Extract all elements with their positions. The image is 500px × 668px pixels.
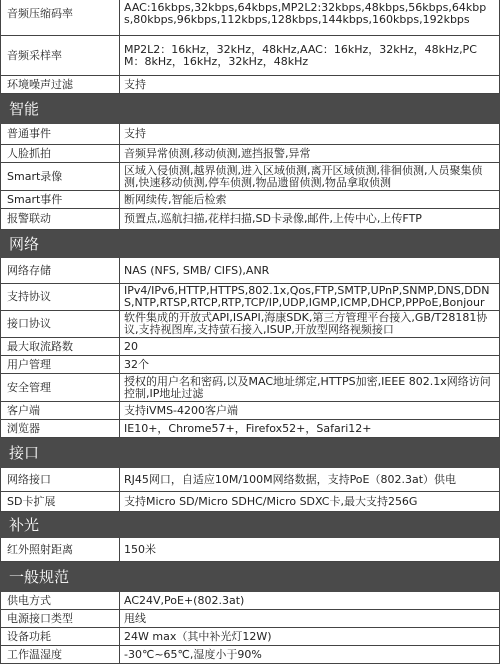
spec-label: 用户管理 <box>1 356 120 374</box>
spec-value: 区域入侵侦测,越界侦测,进入区域侦测,离开区域侦测,徘徊侦测,人员聚集侦测,快速移动侦测,停车侦测,物品遗留侦测,物品拿取侦测 <box>120 163 500 191</box>
spec-label: 环境噪声过滤 <box>1 76 120 94</box>
spec-row <box>1 209 500 230</box>
spec-value: NAS (NFS, SMB/ CIFS),ANR <box>120 258 500 284</box>
spec-label: Smart事件 <box>1 191 120 209</box>
spec-label: 网络存储 <box>1 258 120 284</box>
spec-row <box>1 402 500 420</box>
spec-row <box>1 163 500 191</box>
spec-row <box>1 492 500 512</box>
spec-value: 支持 <box>120 124 500 145</box>
spec-label: 普通事件 <box>1 124 120 145</box>
section-title: 一般规范 <box>1 562 500 592</box>
spec-label: 接口协议 <box>1 311 120 338</box>
section-header <box>1 562 500 592</box>
spec-label: 支持协议 <box>1 284 120 311</box>
spec-label: 音频采样率 <box>1 36 120 76</box>
spec-value: 音频异常侦测,移动侦测,遮挡报警,异常 <box>120 145 500 163</box>
spec-row <box>1 0 500 36</box>
spec-value: 甩线 <box>120 610 500 628</box>
spec-value: 软件集成的开放式API,ISAPI,海康SDK,第三方管理平台接入,GB/T28181协议,支持视图库,支持萤石接入,ISUP,开放型网络视频接口 <box>120 311 500 338</box>
spec-value: 支持iVMS-4200客户端 <box>120 402 500 420</box>
spec-row <box>1 538 500 562</box>
spec-row <box>1 76 500 94</box>
spec-row <box>1 646 500 664</box>
section-header <box>1 94 500 124</box>
spec-value: 24W max（其中补光灯12W) <box>120 628 500 646</box>
spec-value: IPv4/IPv6,HTTP,HTTPS,802.1x,Qos,FTP,SMTP,UPnP,SNMP,DNS,DDNS,NTP,RTSP,RTCP,RTP,TCP/IP,UDP,IGMP,ICMP,DHCP,PPPoE,Bonjour <box>120 284 500 311</box>
spec-value: 20 <box>120 338 500 356</box>
spec-value: 支持 <box>120 76 500 94</box>
spec-label: 报警联动 <box>1 209 120 230</box>
section-header <box>1 230 500 258</box>
spec-label: 最大取流路数 <box>1 338 120 356</box>
spec-label: 音频压缩码率 <box>1 0 120 36</box>
spec-value: 32个 <box>120 356 500 374</box>
spec-row <box>1 592 500 610</box>
section-title: 补光 <box>1 512 500 538</box>
spec-value: 150米 <box>120 538 500 562</box>
spec-row <box>1 628 500 646</box>
spec-value: 支持Micro SD/Micro SDHC/Micro SDXC卡,最大支持256G <box>120 492 500 512</box>
spec-row <box>1 284 500 311</box>
section-header <box>1 438 500 468</box>
spec-row <box>1 468 500 492</box>
spec-row <box>1 338 500 356</box>
spec-row <box>1 610 500 628</box>
spec-row <box>1 356 500 374</box>
spec-label: 人脸抓拍 <box>1 145 120 163</box>
spec-row <box>1 374 500 402</box>
spec-label: 红外照射距离 <box>1 538 120 562</box>
spec-value: 预置点,巡航扫描,花样扫描,SD卡录像,邮件,上传中心,上传FTP <box>120 209 500 230</box>
spec-value: 断网续传,智能后检索 <box>120 191 500 209</box>
spec-label: 供电方式 <box>1 592 120 610</box>
spec-row <box>1 258 500 284</box>
section-title: 网络 <box>1 230 500 258</box>
spec-row <box>1 420 500 438</box>
spec-label: 网络接口 <box>1 468 120 492</box>
spec-value: -30℃~65℃,湿度小于90% <box>120 646 500 664</box>
spec-row <box>1 124 500 145</box>
spec-label: 客户端 <box>1 402 120 420</box>
spec-value: AC24V,PoE+(802.3at) <box>120 592 500 610</box>
spec-row <box>1 145 500 163</box>
spec-label: 电源接口类型 <box>1 610 120 628</box>
spec-value: MP2L2：16kHz，32kHz，48kHz,AAC：16kHz，32kHz，48kHz,PCM：8kHz，16kHz，32kHz，48kHz <box>120 36 500 76</box>
section-header <box>1 512 500 538</box>
spec-label: 安全管理 <box>1 374 120 402</box>
spec-value: 授权的用户名和密码,以及MAC地址绑定,HTTPS加密,IEEE 802.1x网络访问控制,IP地址过滤 <box>120 374 500 402</box>
spec-row <box>1 311 500 338</box>
spec-label: Smart录像 <box>1 163 120 191</box>
spec-value: IE10+，Chrome57+，Firefox52+，Safari12+ <box>120 420 500 438</box>
spec-row <box>1 191 500 209</box>
spec-value: RJ45网口，自适应10M/100M网络数据，支持PoE（802.3at）供电 <box>120 468 500 492</box>
spec-label: SD卡扩展 <box>1 492 120 512</box>
spec-label: 浏览器 <box>1 420 120 438</box>
spec-table-body <box>1 0 500 664</box>
spec-value: AAC:16kbps,32kbps,64kbps,MP2L2:32kbps,48kbps,56kbps,64kbps,80kbps,96kbps,112kbps,128kbps,144kbps,160kbps,192kbps <box>120 0 500 36</box>
section-title: 智能 <box>1 94 500 124</box>
spec-label: 设备功耗 <box>1 628 120 646</box>
spec-row <box>1 36 500 76</box>
section-title: 接口 <box>1 438 500 468</box>
spec-label: 工作温湿度 <box>1 646 120 664</box>
